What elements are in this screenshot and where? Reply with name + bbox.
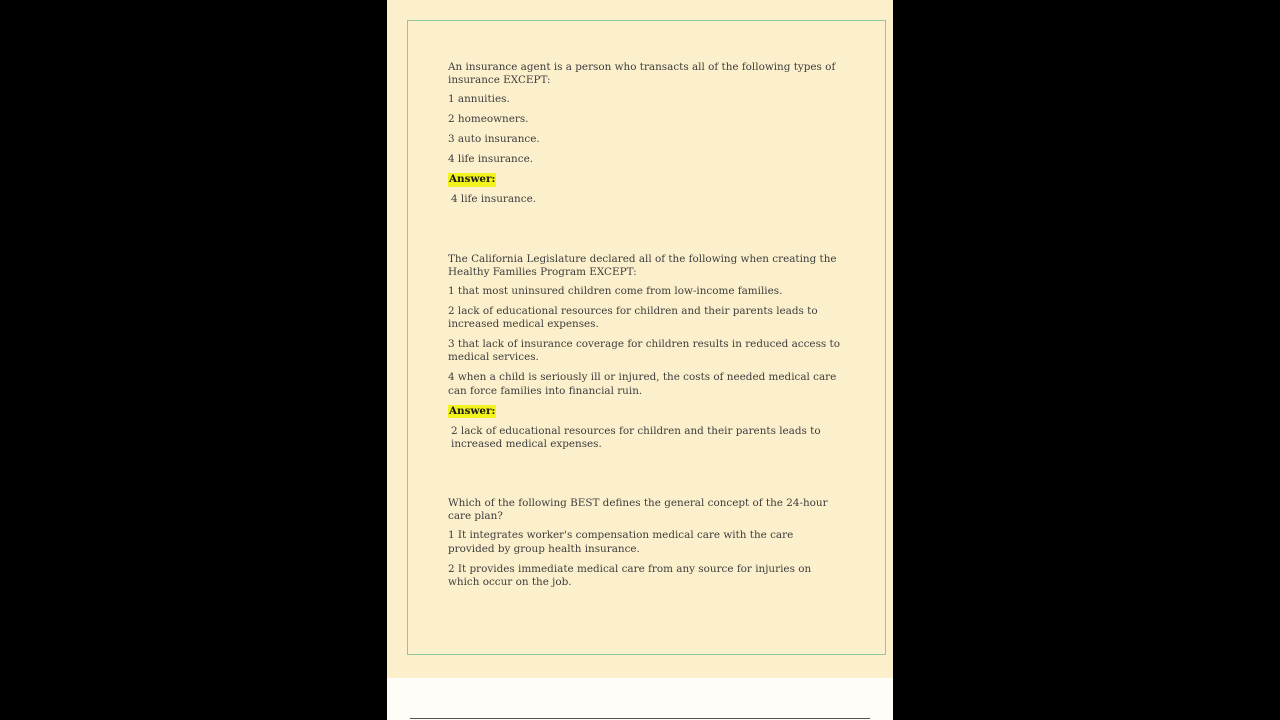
page-rule: [410, 718, 870, 719]
answer-label: Answer:: [449, 173, 496, 186]
question-block: [448, 61, 843, 207]
answer-option: 1 that most uninsured children come from low-income families.: [448, 285, 783, 298]
question-prompt: The California Legislature declared all of the following when creating the Healthy Families Program EXCEPT:: [448, 252, 837, 278]
answer-option: 2 lack of educational resources for children and their parents leads to increased medical expenses.: [448, 305, 818, 331]
question-list: [448, 61, 843, 596]
document-page: [387, 0, 893, 678]
answer-option: 2 homeowners.: [448, 113, 529, 126]
answer-text: 4 life insurance.: [451, 193, 537, 206]
answer-option: 3 auto insurance.: [448, 133, 540, 146]
answer-option: 1 annuities.: [448, 93, 510, 106]
question-prompt: An insurance agent is a person who transacts all of the following types of insurance EXCEPT:: [448, 61, 836, 87]
answer-option: 3 that lack of insurance coverage for children results in reduced access to medical services.: [448, 338, 840, 364]
answer-option: 4 life insurance.: [448, 153, 534, 166]
spacer: [448, 207, 843, 253]
question-block: [448, 253, 843, 451]
next-page-edge: [387, 678, 893, 720]
question-prompt: Which of the following BEST defines the general concept of the 24-hour care plan?: [448, 497, 828, 523]
question-block: [448, 497, 843, 589]
answer-option: 2 It provides immediate medical care from any source for injuries on which occur on the job.: [448, 562, 812, 588]
answer-label: Answer:: [449, 404, 496, 417]
answer-option: 1 It integrates worker's compensation medical care with the care provided by group health insurance.: [448, 529, 794, 555]
answer-text: 2 lack of educational resources for children and their parents leads to increased medical expenses.: [451, 424, 821, 450]
spacer: [448, 451, 843, 497]
answer-option: 4 when a child is seriously ill or injured, the costs of needed medical care can force families into financial ruin.: [448, 371, 837, 397]
